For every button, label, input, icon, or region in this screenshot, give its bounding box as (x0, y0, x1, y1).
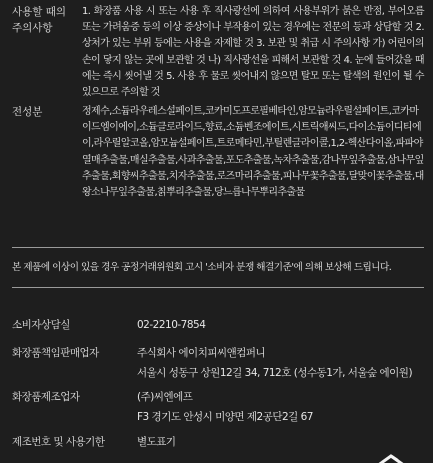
seller-name: 주식회사 에이치피씨앤컴퍼니 (137, 347, 266, 359)
seller-label: 화장품책임판매업자 (12, 347, 99, 359)
compensation-notice: 본 제품에 이상이 있을 경우 공정거래위원회 고시 '소비자 분쟁 해결기준'에 의해 보상해 드립니다. (12, 262, 392, 273)
serial-row (12, 436, 424, 450)
maker-row (12, 391, 424, 425)
divider-bottom (12, 287, 424, 288)
ingredients-label: 전성분 (12, 106, 43, 118)
serial-label: 제조번호 및 사용기한 (12, 436, 105, 448)
ingredients-section (12, 104, 424, 224)
precautions-text: 1. 화장품 사용 시 또는 사용 후 직사광선에 의하여 사용부위가 붉은 반점, 부어오름 또는 가려움증 등의 이상 증상이나 부작용이 있는 경우에는 전문의 등과 상담할 것 2. 상처가 있는 부위 등에는 사용을 자제할 것 3. 보관 및 취급 시 주의사항 가) 어린이의 손이 닿지 않는 곳에 보관할 것 나) 직사광선을 피해서 보관할 것 4. 눈에 들어갔을 때에는 즉시 씻어낼 것 5. 사용 후 물로 씻어내지 않으면 탈모 또는 탈색의 원인이 될 수 있으므로 주의할 것 (82, 6, 424, 99)
seller-row (12, 347, 424, 381)
precautions-label-line2: 주의사항 (12, 22, 53, 34)
brand-logo-icon (371, 453, 411, 463)
serial-value: 별도표기 (137, 436, 176, 448)
maker-address: F3 경기도 안성시 미양면 제2공단2길 67 (137, 411, 313, 423)
precautions-label-line1: 사용할 때의 (12, 6, 67, 18)
ingredients-text: 정제수,소듐라우레스설페이트,코카미도프로필베타인,암모늄라우릴설페이트,코카마이드엠이에이,소듐클로라이드,향료,소듐벤조에이트,시트릭애씨드,다이소듐이디티에이,라우릴알코올,암모늄설페이트,트로메타민,부틸렌글라이콜,1,2-헥산다이올,파파야열매추출물,매실추출물,사과추출물,포도추출물,녹차추출물,감나무잎추출물,삼나무잎추출물,회향씨추출물,치자추출물,로즈마리추출물,피나무꽃추출물,달맞이꽃추출물,대왕소나무잎추출물,칡뿌리추출물,당느릅나무뿌리추출물 (82, 106, 424, 199)
maker-value (137, 391, 424, 423)
precautions-label (12, 4, 82, 36)
consumer-row (12, 319, 424, 333)
maker-label: 화장품제조업자 (12, 391, 80, 403)
consumer-phone: 02-2210-7854 (137, 319, 206, 331)
seller-value (137, 347, 424, 379)
seller-address: 서울시 성동구 상원12길 34, 712호 (성수동1가, 서울숲 에이원) (137, 367, 413, 379)
consumer-label: 소비자상담실 (12, 319, 70, 331)
maker-name: (주)씨엔에프 (137, 391, 193, 403)
divider-top (12, 247, 424, 248)
